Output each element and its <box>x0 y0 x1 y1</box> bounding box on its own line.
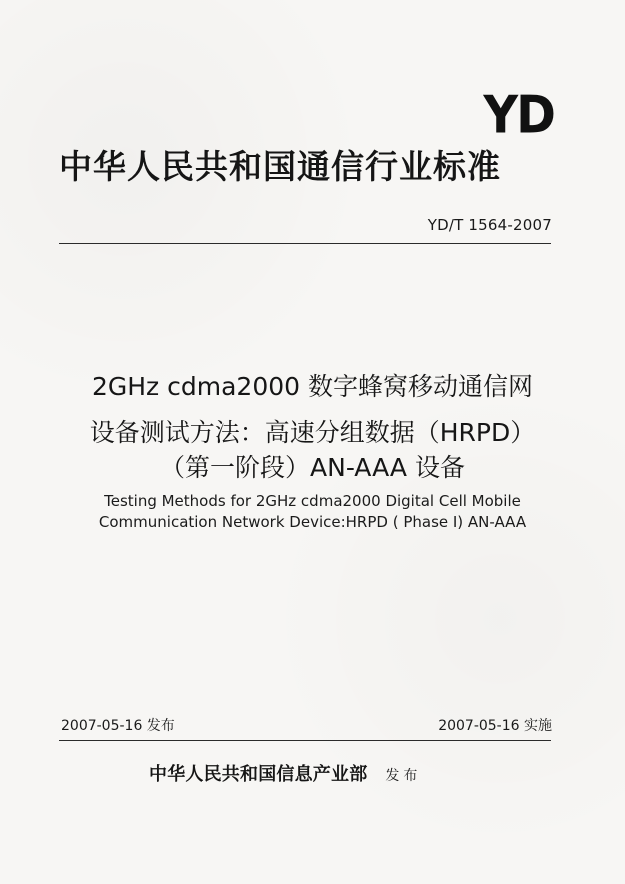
standard-body-title: 中华人民共和国通信行业标准 <box>59 147 501 186</box>
issuer-line <box>149 766 421 784</box>
issuer-action: 发布 <box>385 768 422 784</box>
chinese-title-line-3: （第一阶段）AN-AAA 设备 <box>160 453 465 482</box>
chinese-title-line-1: 2GHz cdma2000 数字蜂窝移动通信网 <box>91 372 533 401</box>
chinese-title-line-2: 设备测试方法：高速分组数据（HRPD） <box>89 418 536 447</box>
english-title-line-1: Testing Methods for 2GHz cdma2000 Digital Cell Mobile <box>104 492 521 510</box>
implementation-date: 2007-05-16 实施 <box>438 718 552 734</box>
top-divider <box>59 243 551 244</box>
issuer-name: 中华人民共和国信息产业部 <box>149 764 368 785</box>
yd-logo: YD <box>483 84 554 146</box>
bottom-divider <box>59 740 551 741</box>
publish-date: 2007-05-16 发布 <box>61 718 175 734</box>
standard-number: YD/T 1564-2007 <box>427 216 552 234</box>
english-title-line-2: Communication Network Device:HRPD ( Phase Ⅰ) AN-AAA <box>98 513 527 531</box>
